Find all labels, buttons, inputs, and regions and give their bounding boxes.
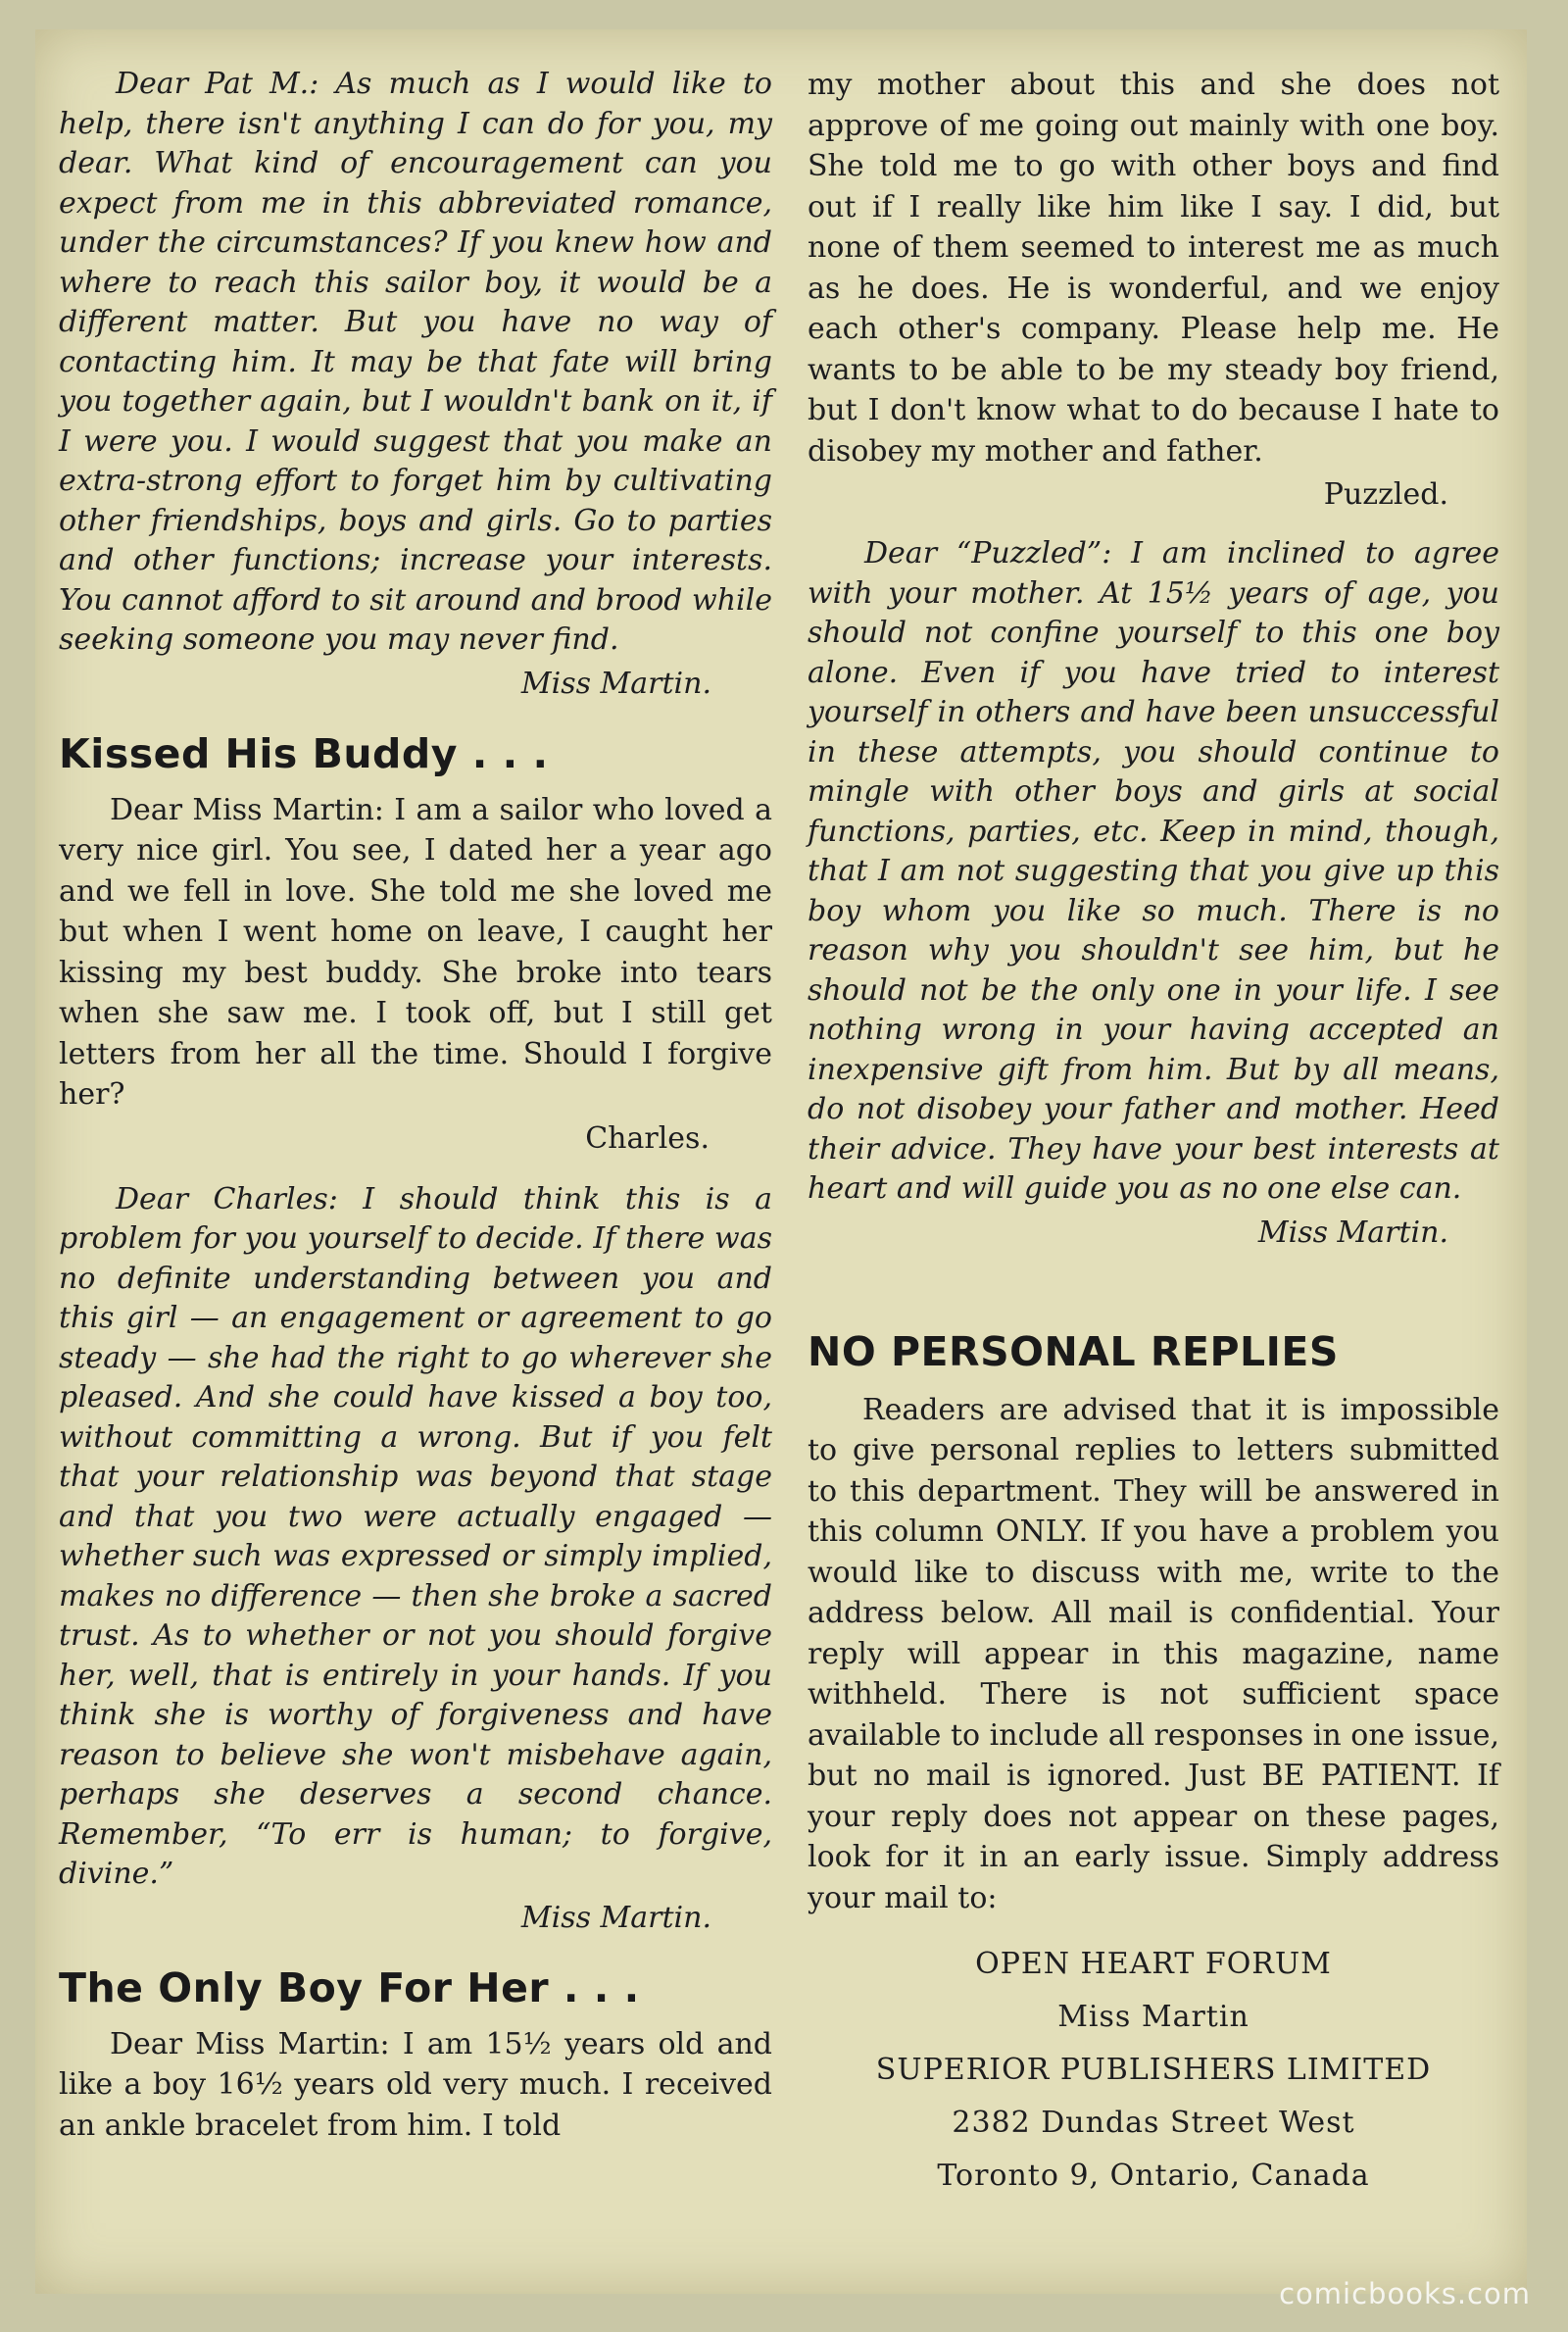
site-credit: comicbooks.com xyxy=(1279,2277,1531,2310)
right-column xyxy=(808,65,1499,2203)
signature-puzzled: Puzzled. xyxy=(1323,477,1448,512)
signature-miss-martin-2: Miss Martin. xyxy=(520,1900,711,1935)
address-line-city: Toronto 9, Ontario, Canada xyxy=(937,2158,1370,2193)
letter-puzzled-start: Dear Miss Martin: I am 15½ years old and like a boy 16½ years old very much. I received an ankle bracelet from him. I told xyxy=(59,2026,772,2143)
signature-miss-martin: Miss Martin. xyxy=(520,666,711,701)
mailing-address xyxy=(808,1938,1499,2203)
address-line-name: Miss Martin xyxy=(1057,2000,1250,2034)
address-line-publisher: SUPERIOR PUBLISHERS LIMITED xyxy=(875,2053,1432,2087)
reply-to-puzzled: Dear “Puzzled”: I am inclined to agree with your mother. At 15½ years of age, you should not confine yourself to this one boy alone. Even if you have tried to interest yourself in others and have been unsuccessful in these attempts, you should continue to mingle with other boys and girls at social functions, parties, etc. Keep in mind, though, that I am not suggesting that you give up this boy whom you like so much. There is no reason why you shouldn't see him, but he should not be the only one in your life. I see nothing wrong in your having accepted an inexpensive gift from him. But by all means, do not disobey your father and mother. Heed their advice. They have your best interests at heart and will guide you as no one else can. xyxy=(808,536,1499,1206)
reply-to-pat: Dear Pat M.: As much as I would like to help, there isn't anything I can do for you, my dear. What kind of encouragement can you expect from me in this abbreviated romance, under the circumstances? If you knew how and where to reach this sailor boy, it would be a different matter. But you have no way of contacting him. It may be that fate will bring you together again, but I wouldn't bank on it, if I were you. I would suggest that you make an extra-strong effort to forget him by cultivating other friendships, boys and girls. Go to parties and other functions; increase your interests. You cannot afford to sit around and brood while seeking someone you may never find. xyxy=(59,67,772,657)
address-line-forum: OPEN HEART FORUM xyxy=(975,1947,1332,1981)
heading-no-personal-replies: NO PERSONAL REPLIES xyxy=(808,1327,1339,1375)
magazine-page xyxy=(35,29,1527,2294)
notice-text: Readers are advised that it is impossible to give personal replies to letters submitted to this department. They will be answered in this column ONLY. If you have a problem you would like to discuss with me, write to the address below. All mail is confidential. Your reply will appear in this magazine, name withheld. There is not sufficient space available to include all responses in one issue, but no mail is ignored. Just BE PATIENT. If your reply does not appear on these pages, look for it in an early issue. Simply address your mail to: xyxy=(808,1392,1499,1915)
heading-only-boy-for-her: The Only Boy For Her . . . xyxy=(59,1963,640,2011)
left-column xyxy=(59,65,772,2146)
address-line-street: 2382 Dundas Street West xyxy=(952,2106,1355,2140)
heading-kissed-his-buddy: Kissed His Buddy . . . xyxy=(59,729,549,777)
signature-charles: Charles. xyxy=(585,1120,710,1156)
letter-charles: Dear Miss Martin: I am a sailor who loved a very nice girl. You see, I dated her a year ago and we fell in love. She told me she loved me but when I went home on leave, I caught her kissing my best buddy. She broke into tears when she saw me. I took off, but I still get letters from her all the time. Should I forgive her? xyxy=(59,792,772,1112)
letter-puzzled-continued: my mother about this and she does not approve of me going out mainly with one boy. She told me to go with other boys and find out if I really like him like I say. I did, but none of them seemed to interest me as much as he does. He is wonderful, and we enjoy each other's company. Please help me. He wants to be able to be my steady boy friend, but I don't know what to do because I hate to disobey my mother and father. xyxy=(808,68,1499,469)
reply-to-charles: Dear Charles: I should think this is a problem for you yourself to decide. If there was no definite understanding between you and this girl — an engagement or agreement to go steady — she had the right to go wherever she pleased. And she could have kissed a boy too, without committing a wrong. But if you felt that your relationship was beyond that stage and that you two were actually engaged — whether such was expressed or simply implied, makes no difference — then she broke a sacred trust. As to whether or not you should forgive her, well, that is entirely in your hands. If you think she is worthy of forgiveness and have reason to believe she won't misbehave again, perhaps she deserves a second chance. Remember, “To err is human; to forgive, divine.” xyxy=(59,1181,772,1891)
signature-miss-martin-3: Miss Martin. xyxy=(1257,1215,1448,1250)
